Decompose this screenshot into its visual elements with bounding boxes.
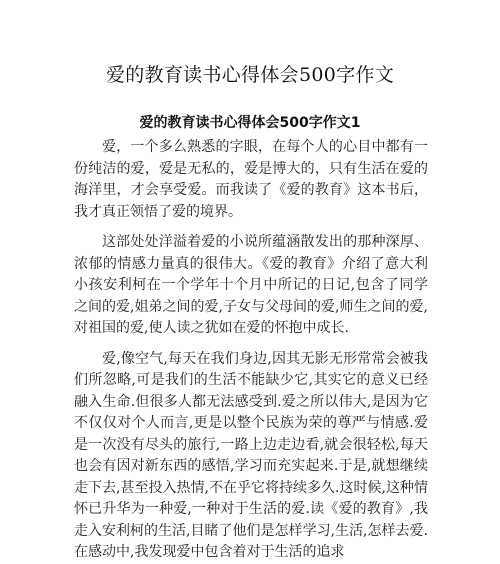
paragraph-2: 这部处处洋溢着爱的小说所蕴涵散发出的那种深厚、浓郁的情感力量真的很伟大。《爱的教育》介绍了意大利小孩安利柯在一个学年十个月中所记的日记,包含了同学之间的爱,姐弟之间的爱,子女与父母间的爱,师生之间的爱,对祖国的爱,使人读之犹如在爱的怀抱中成长. [74,234,428,336]
article-heading: 爱的教育读书心得体会500字作文1 [139,115,361,131]
paragraph-3: 爱,像空气,每天在我们身边,因其无影无形常常会被我们所忽略,可是我们的生活不能缺少它,其实它的意义已经融入生命.但很多人都无法感受到.爱之所以伟大,是因为它不仅仅对个人而言,更是以整个民族为荣的尊严与情感.爱是一次没有尽头的旅行,一路上边走边看,就会很轻松,每天也会有因对新东西的感悟,学习而充实起来.于是,就想继续走下去,甚至投入热情,不在乎它将持续多久.这时候,这种情怀已升华为一种爱,一种对于生活的爱.读《爱的教育》,我走入安利柯的生活,目睹了他们是怎样学习,生活,怎样去爱.在感动中,我发现爱中包含着对于生活的追求 [74,350,428,560]
paragraph-1: 爱，一个多么熟悉的字眼，在每个人的心目中都有一份纯洁的爱，爱是无私的，爱是博大的，只有生活在爱的海洋里，才会享受爱。而我读了《爱的教育》这本书后，我才真正领悟了爱的境界。 [74,139,428,220]
document-title: 爱的教育读书心得体会500字作文 [105,64,395,86]
article-body [74,137,428,564]
